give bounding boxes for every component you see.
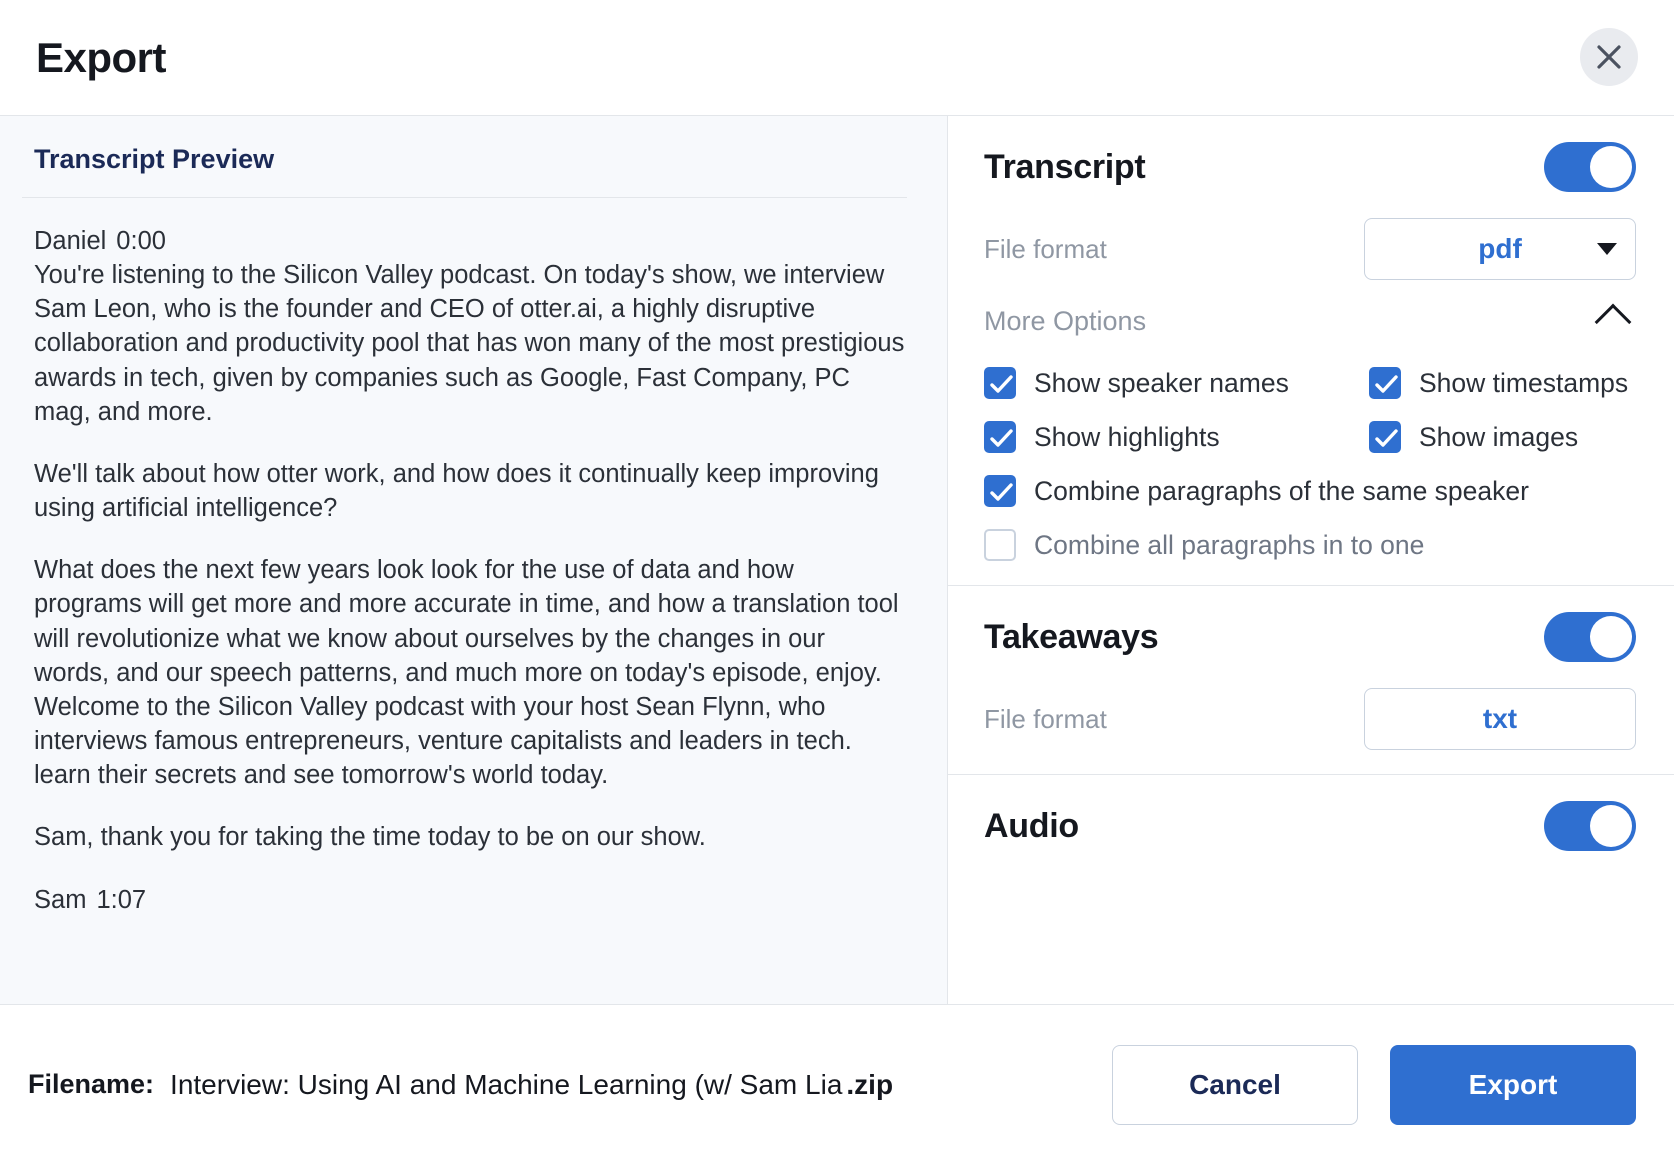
option-combine-all-paragraphs[interactable] xyxy=(984,529,1636,561)
transcript-paragraph: What does the next few years look look for the use of data and how programs will get more and more accurate in time, and how a translation tool will revolutionize what we know about ourselves by the changes in our words, and our speech patterns, and much more on today's episode, enjoy. Welcome to the Silicon Valley podcast with your host Sean Flynn, who interviews famous entrepreneurs, venture capitalists and leaders in tech. learn their secrets and see tomorrow's world today. xyxy=(34,556,899,790)
export-button[interactable]: Export xyxy=(1390,1045,1636,1125)
option-combine-paragraphs-same-speaker[interactable] xyxy=(984,475,1636,507)
transcript-paragraph: Sam, thank you for taking the time today to be on our show. xyxy=(34,823,706,852)
divider xyxy=(22,197,907,198)
option-label: Combine paragraphs of the same speaker xyxy=(1034,475,1529,506)
option-label: Show speaker names xyxy=(1034,367,1289,398)
option-show-highlights[interactable] xyxy=(984,421,1369,453)
audio-toggle[interactable] xyxy=(1544,801,1636,851)
dialog-footer xyxy=(0,1004,1674,1164)
section-header xyxy=(984,612,1636,662)
transcript-toggle[interactable] xyxy=(1544,142,1636,192)
section-transcript xyxy=(948,116,1674,586)
checkbox-checked-icon xyxy=(984,475,1016,507)
speaker-timestamp: 0:00 xyxy=(116,227,166,255)
speaker-name: Sam xyxy=(34,885,87,914)
dialog-header xyxy=(0,0,1674,116)
close-glyph xyxy=(1594,42,1624,72)
more-options-toggle[interactable] xyxy=(984,306,1636,337)
option-show-timestamps[interactable] xyxy=(1369,367,1636,399)
close-icon[interactable] xyxy=(1580,28,1638,86)
checkbox-checked-icon xyxy=(984,421,1016,453)
speaker-timestamp: 1:07 xyxy=(96,885,147,914)
takeaways-file-format-select[interactable] xyxy=(1364,688,1636,750)
section-header xyxy=(984,801,1636,851)
more-options-label: More Options xyxy=(984,306,1147,336)
transcript-paragraph: You're listening to the Silicon Valley podcast. On today's show, we interview Sam Leon, who is the founder and CEO of otter.ai, a highly disruptive collaboration and productivity pool that has won many of the most prestigious awards in tech, given by companies such as Google, Fast Company, PC mag, and more. xyxy=(34,261,905,426)
transcript-preview-pane xyxy=(0,116,948,1004)
option-show-speaker-names[interactable] xyxy=(984,367,1369,399)
checkbox-unchecked-icon xyxy=(984,529,1016,561)
checkbox-checked-icon xyxy=(1369,367,1401,399)
file-format-value: txt xyxy=(1482,703,1518,734)
speaker-line xyxy=(34,883,907,917)
section-title: Audio xyxy=(984,806,1079,845)
option-label: Show timestamps xyxy=(1419,367,1629,398)
dialog-body xyxy=(0,116,1674,1004)
toggle-knob xyxy=(1590,616,1632,658)
section-takeaways xyxy=(948,586,1674,775)
file-format-label: File format xyxy=(984,233,1107,264)
filename-value[interactable]: Interview: Using AI and Machine Learning (w/ Sam Lia xyxy=(170,1068,843,1100)
section-title: Takeaways xyxy=(984,617,1159,656)
chevron-down-icon xyxy=(1597,243,1617,255)
section-header xyxy=(984,142,1636,192)
preview-title: Transcript Preview xyxy=(34,144,275,174)
transcript-file-format-row xyxy=(984,218,1636,280)
checkbox-checked-icon xyxy=(984,367,1016,399)
transcript-body xyxy=(22,224,907,917)
toggle-knob xyxy=(1590,805,1632,847)
speaker-name: Daniel xyxy=(34,227,107,255)
chevron-up-icon xyxy=(1595,303,1632,340)
section-audio xyxy=(948,775,1674,875)
page-title: Export xyxy=(36,33,167,81)
option-show-images[interactable] xyxy=(1369,421,1636,453)
checkbox-checked-icon xyxy=(1369,421,1401,453)
option-label: Show images xyxy=(1419,421,1579,452)
cancel-button[interactable]: Cancel xyxy=(1112,1045,1358,1125)
speaker-line xyxy=(34,224,907,258)
filename-label: Filename: xyxy=(28,1069,155,1099)
file-format-label: File format xyxy=(984,703,1107,734)
takeaways-file-format-row xyxy=(984,688,1636,750)
section-title: Transcript xyxy=(984,147,1146,186)
export-options-pane xyxy=(948,116,1674,1004)
transcript-file-format-select[interactable] xyxy=(1364,218,1636,280)
option-label: Show highlights xyxy=(1034,421,1220,452)
filename-extension: .zip xyxy=(846,1068,894,1100)
toggle-knob xyxy=(1590,146,1632,188)
option-label: Combine all paragraphs in to one xyxy=(1034,529,1425,560)
transcript-options-grid xyxy=(984,367,1636,561)
transcript-paragraph: We'll talk about how otter work, and how does it continually keep improving using artificial intelligence? xyxy=(34,459,879,523)
file-format-value: pdf xyxy=(1478,233,1522,264)
takeaways-toggle[interactable] xyxy=(1544,612,1636,662)
